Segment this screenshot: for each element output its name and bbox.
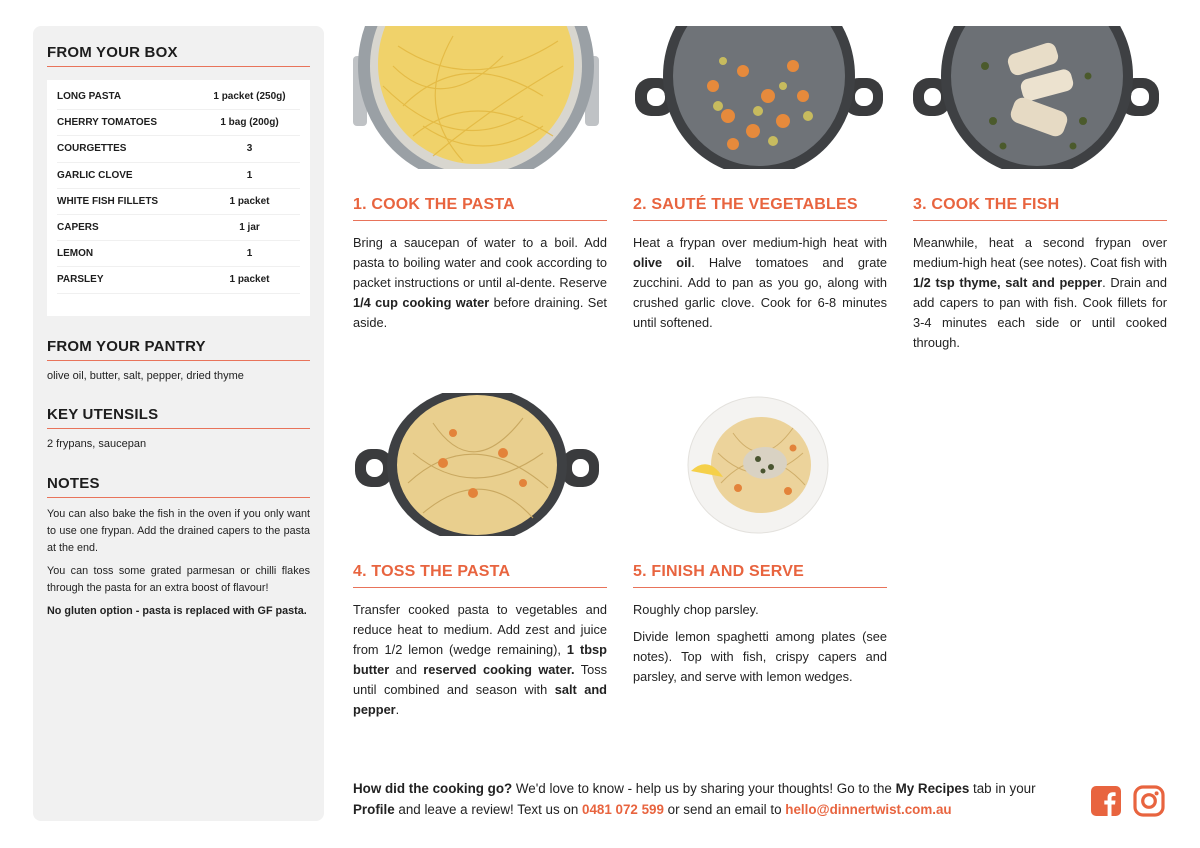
instagram-icon[interactable] — [1133, 785, 1165, 822]
ingredient-name: LEMON — [57, 248, 94, 260]
ingredient-row — [57, 189, 300, 215]
ingredient-name: GARLIC CLOVE — [57, 169, 133, 181]
ingredient-qty: 1 — [246, 248, 253, 260]
note-paragraph: No gluten option - pasta is replaced with GF pasta. — [47, 604, 307, 617]
email-link[interactable]: hello@dinnertwist.com.au — [785, 802, 952, 817]
step-instructions: Transfer cooked pasta to vegetables and reduce heat to medium. Add zest and juice from 1/2 lemon (wedge remaining), 1 tbsp butter and reserved cooking water. Toss until combined and season with salt and pepper. — [353, 602, 608, 717]
facebook-icon[interactable] — [1090, 785, 1122, 822]
served-plate-photo — [633, 393, 887, 536]
toss-pasta-photo — [353, 393, 607, 536]
ingredient-name: COURGETTES — [57, 143, 127, 155]
step-instructions: Heat a frypan over medium-high heat with olive oil. Halve tomatoes and grate zucchini. Add to pan as you go, along with crushed garlic clove. Cook for 6-8 minutes until softened. — [633, 235, 887, 330]
note-paragraph: You can also bake the fish in the oven if you only want to use one frypan. Add the drained capers to the pasta at the end. — [47, 507, 310, 554]
ingredient-name: CAPERS — [57, 222, 99, 234]
pasta-pot-photo — [353, 26, 607, 169]
pantry-heading: FROM YOUR PANTRY — [47, 338, 310, 361]
step-title: 1. COOK THE PASTA — [353, 196, 607, 221]
step-4 — [353, 393, 607, 720]
ingredient-row — [57, 84, 300, 110]
step-3 — [913, 26, 1167, 353]
fish-pan-photo — [913, 26, 1167, 169]
note-paragraph: You can toss some grated parmesan or chilli flakes through the pasta for an extra boost of flavour! — [47, 564, 310, 594]
pantry-list: olive oil, butter, salt, pepper, dried thyme — [47, 369, 244, 382]
utensils-heading: KEY UTENSILS — [47, 406, 310, 429]
step-title: 2. SAUTÉ THE VEGETABLES — [633, 196, 887, 221]
phone-link[interactable]: 0481 072 599 — [582, 802, 664, 817]
ingredient-qty: 1 packet — [229, 274, 270, 286]
step-instructions: Bring a saucepan of water to a boil. Add pasta to boiling water and cook according to packet instructions or until al-dente. Reserve 1/4 cup cooking water before draining. Set aside. — [353, 235, 607, 330]
step-instructions: Divide lemon spaghetti among plates (see notes). Top with fish, crispy capers and parsley, and serve with lemon wedges. — [633, 629, 887, 684]
ingredient-row — [57, 136, 300, 162]
ingredient-row — [57, 110, 300, 136]
step-instructions: Meanwhile, heat a second frypan over medium-high heat (see notes). Coat fish with 1/2 tsp thyme, salt and pepper. Drain and add capers to pan with fish. Cook fillets for 3-4 minutes each side or until cooked through. — [913, 235, 1167, 350]
ingredient-qty: 1 packet (250g) — [213, 91, 286, 103]
vegetables-pan-photo — [633, 26, 887, 169]
ingredient-qty: 3 — [246, 143, 253, 155]
step-title: 5. FINISH AND SERVE — [633, 563, 887, 588]
step-1 — [353, 26, 607, 333]
step-instructions: Roughly chop parsley. — [633, 602, 759, 617]
ingredient-row — [57, 163, 300, 189]
step-5 — [633, 393, 887, 687]
ingredient-name: WHITE FISH FILLETS — [57, 195, 159, 207]
sidebar — [33, 26, 324, 821]
ingredient-name: PARSLEY — [57, 274, 104, 286]
ingredient-qty: 1 — [246, 169, 253, 181]
ingredient-name: CHERRY TOMATOES — [57, 117, 158, 129]
ingredient-row — [57, 241, 300, 267]
feedback-footer: How did the cooking go? We'd love to know - help us by sharing your thoughts! Go to the My Recipes tab in your Profile and leave a review! Text us on 0481 072 599 or send an email to hello@dinnertwist.com.au — [353, 781, 1036, 817]
step-title: 4. TOSS THE PASTA — [353, 563, 607, 588]
ingredient-qty: 1 bag (200g) — [220, 117, 279, 129]
ingredient-qty: 1 jar — [239, 222, 260, 234]
ingredient-qty: 1 packet — [229, 195, 270, 207]
ingredient-row — [57, 267, 300, 293]
utensils-list: 2 frypans, saucepan — [47, 437, 147, 450]
step-title: 3. COOK THE FISH — [913, 196, 1167, 221]
notes-heading: NOTES — [47, 475, 310, 498]
ingredient-name: LONG PASTA — [57, 91, 122, 103]
ingredients-table — [47, 80, 310, 316]
step-2 — [633, 26, 887, 333]
ingredient-row — [57, 215, 300, 241]
box-heading: FROM YOUR BOX — [47, 44, 310, 67]
